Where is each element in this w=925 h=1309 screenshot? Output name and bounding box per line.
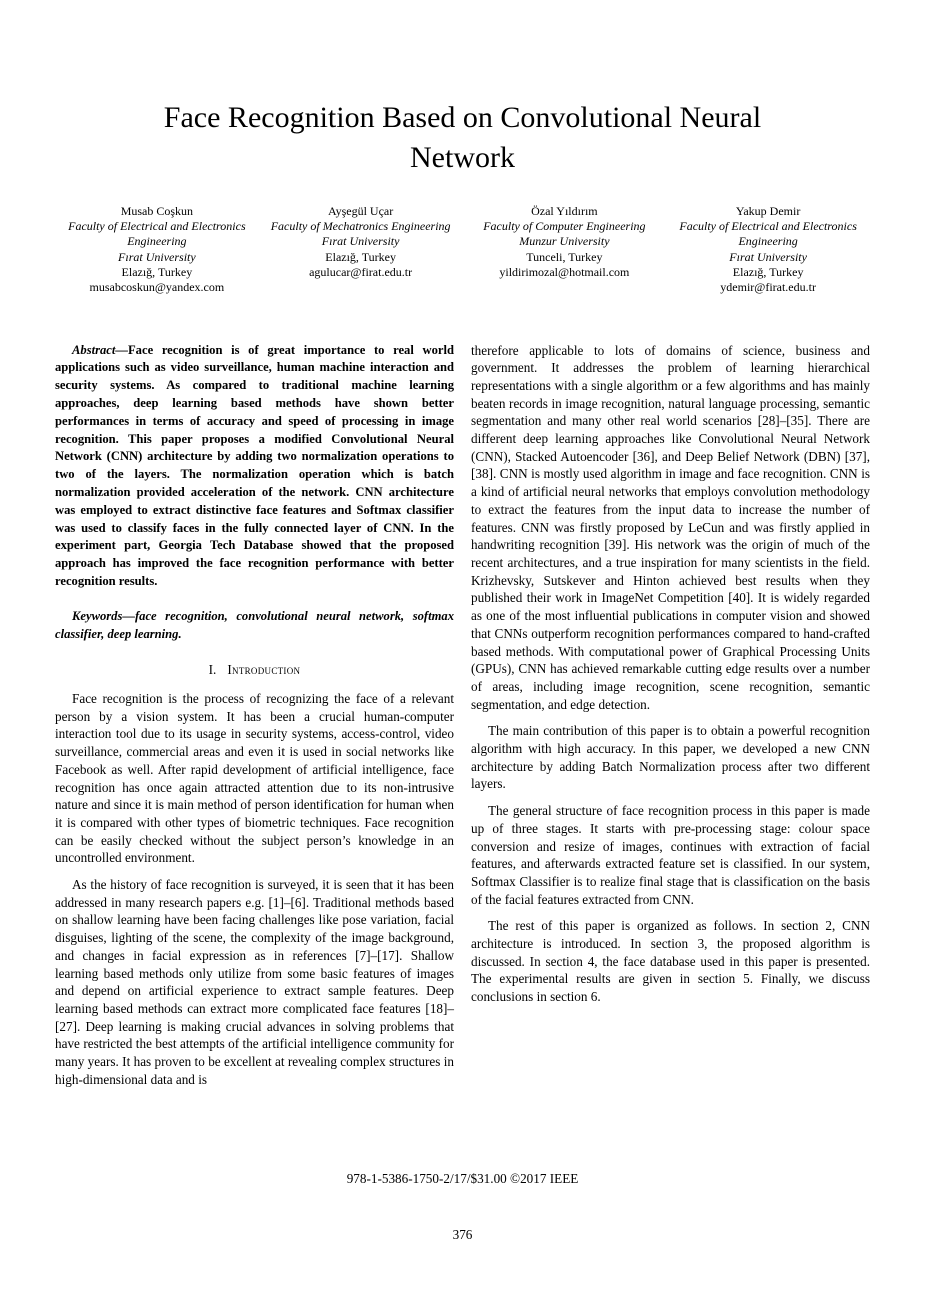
intro-paragraph-2: As the history of face recognition is surveyed, it is seen that it has been addressed in many research papers e.g. [1]–[6]. Traditional methods based on shallow learning have been facing challenges like pose variation, facial disguises, lighting of the scene, the complexity of the image background, and changes in facial expression as in references [7]–[17]. Shallow learning based methods only utilize from some basic features of images and depend on artificial experience to extract sample features. Deep learning based methods can extract more complicated face features [18]–[27]. Deep learning is making crucial advances in solving problems that have restricted the best attempts of the artificial intelligence community for many years. It has proven to be excellent at revealing complex structures in high-dimensional data and is (55, 877, 454, 1087)
author-email: yildirimozal@hotmail.com (499, 264, 630, 279)
author-location: Elazığ, Turkey (121, 264, 193, 279)
author-location: Tunceli, Turkey (526, 249, 603, 264)
author-block-3 (463, 204, 667, 296)
author-affiliation: Faculty of Computer Engineering (483, 219, 646, 234)
author-university: Fırat University (321, 234, 400, 249)
keywords-paragraph (55, 608, 454, 644)
author-affiliation: Faculty of Electrical and Electronics Engineering (68, 219, 246, 249)
paper-title: Face Recognition Based on Convolutional Neural Network (163, 101, 762, 174)
author-name: Ayşegül Uçar (328, 203, 394, 218)
copyright-notice: 978-1-5386-1750-2/17/$31.00 ©2017 IEEE (346, 1171, 579, 1186)
author-affiliation: Faculty of Mechatronics Engineering (270, 219, 451, 234)
author-block-1 (55, 204, 259, 296)
intro-paragraph-1: Face recognition is the process of recognizing the face of a relevant person by a vision system. It has been a crucial human-computer interaction tool due to its usage in security systems, access-control, video surveillance, commercial areas and even it is used in social networks like Facebook as well. After rapid development of artificial intelligence, face recognition has once again attracted attention due to its non-intrusive nature and since it is main method of person identification for human when it is compared with other types of biometric techniques. Face recognition can be easily checked without the subject person’s knowledge in an uncontrolled environment. (55, 691, 454, 866)
section-number: I. (208, 662, 217, 678)
author-email: ydemir@firat.edu.tr (720, 280, 816, 295)
section-title: Introduction (227, 662, 301, 678)
author-affiliation: Faculty of Electrical and Electronics Engineering (679, 219, 857, 249)
section-heading-introduction (55, 661, 454, 679)
author-name: Musab Coşkun (120, 203, 194, 218)
author-university: Fırat University (729, 249, 807, 264)
structure-paragraph: The general structure of face recognition process in this paper is made up of three stages. It starts with pre-processing stage: colour space conversion and resize of images, continues with extraction of facial features, and afterwards extracted feature set is classified. In our system, Softmax Classifier is to realize final stage that is classification on the basis of the facial features extracted from CNN. (471, 803, 870, 907)
abstract-text: Face recognition is of great importance to real world applications such as video surveillance, human machine interaction and security systems. As compared to traditional machine learning approaches, deep learning based methods have shown better performances in terms of accuracy and speed of processing in image recognition. This paper proposes a modified Convolutional Neural Network (CNN) architecture by adding two normalization operations to two of the layers. The normalization operation which is batch normalization provided acceleration of the network. CNN architecture was employed to extract distinctive face features and Softmax classifier was used to classify faces in the fully connected layer of CNN. In the experiment part, Georgia Tech Database showed that the proposed approach has improved the face recognition performance with better recognition results. (55, 342, 454, 588)
abstract-label: Abstract— (72, 342, 128, 357)
keywords-label: Keywords— (72, 608, 135, 623)
keywords-text: face recognition, convolutional neural network, softmax classifier, deep learning. (55, 608, 454, 641)
author-name: Yakup Demir (735, 203, 801, 218)
author-university: Fırat University (118, 249, 196, 264)
authors-row (55, 204, 870, 296)
page-number: 376 (452, 1227, 473, 1242)
author-name: Özal Yıldırım (531, 203, 598, 218)
body-columns (55, 342, 870, 1098)
abstract-paragraph (55, 342, 454, 591)
intro-paragraph-2-continued: therefore applicable to lots of domains of science, business and government. It addresses the problem of learning hierarchical representations with a single algorithm or a few algorithms and has mainly beaten records in image recognition, natural language processing, semantic segmentation and many other real world scenarios [28]–[35]. There are different deep learning approaches like Convolutional Neural Network (CNN), Stacked Autoencoder [36], and Deep Belief Network (DBN) [37], [38]. CNN is mostly used algorithm in image and face recognition. CNN is a kind of artificial neural networks that employs convolution methodology to extract the features from the input data to increase the number of features. CNN was firstly proposed by LeCun and was firstly applied in handwriting recognition [39]. His network was the origin of much of the recent architectures, and a true inspiration for many scientists in the field. Krizhevsky, Sutskever and Hinton achieved best results when they published their work in ImageNet Competition [40]. It is widely regarded as one of the most influential publications in computer vision and showed that CNNs outperform recognition performances compared to hand-crafted based methods. With computational power of Graphical Processing Units (GPUs), CNN has achieved remarkable cutting edge results over a number of areas, including image recognition, scene recognition, semantic segmentation, and edge detection. (471, 342, 870, 712)
right-column (471, 342, 870, 1098)
organization-paragraph: The rest of this paper is organized as follows. In section 2, CNN architecture is introduced. In section 3, the proposed algorithm is discussed. In section 4, the face database used in this paper is presented. The experimental results are given in section 5. Finally, we discuss conclusions in section 6. (471, 918, 870, 1005)
contribution-paragraph: The main contribution of this paper is to obtain a powerful recognition algorithm with high accuracy. In this paper, we developed a new CNN architecture by adding Batch Normalization process after two different layers. (471, 723, 870, 792)
author-email: musabcoskun@yandex.com (89, 280, 225, 295)
author-location: Elazığ, Turkey (325, 249, 396, 264)
author-location: Elazığ, Turkey (732, 264, 804, 279)
author-university: Munzur University (519, 234, 610, 249)
author-block-4 (666, 204, 870, 296)
author-email: agulucar@firat.edu.tr (309, 264, 413, 279)
author-block-2 (259, 204, 463, 296)
left-column (55, 342, 454, 1098)
